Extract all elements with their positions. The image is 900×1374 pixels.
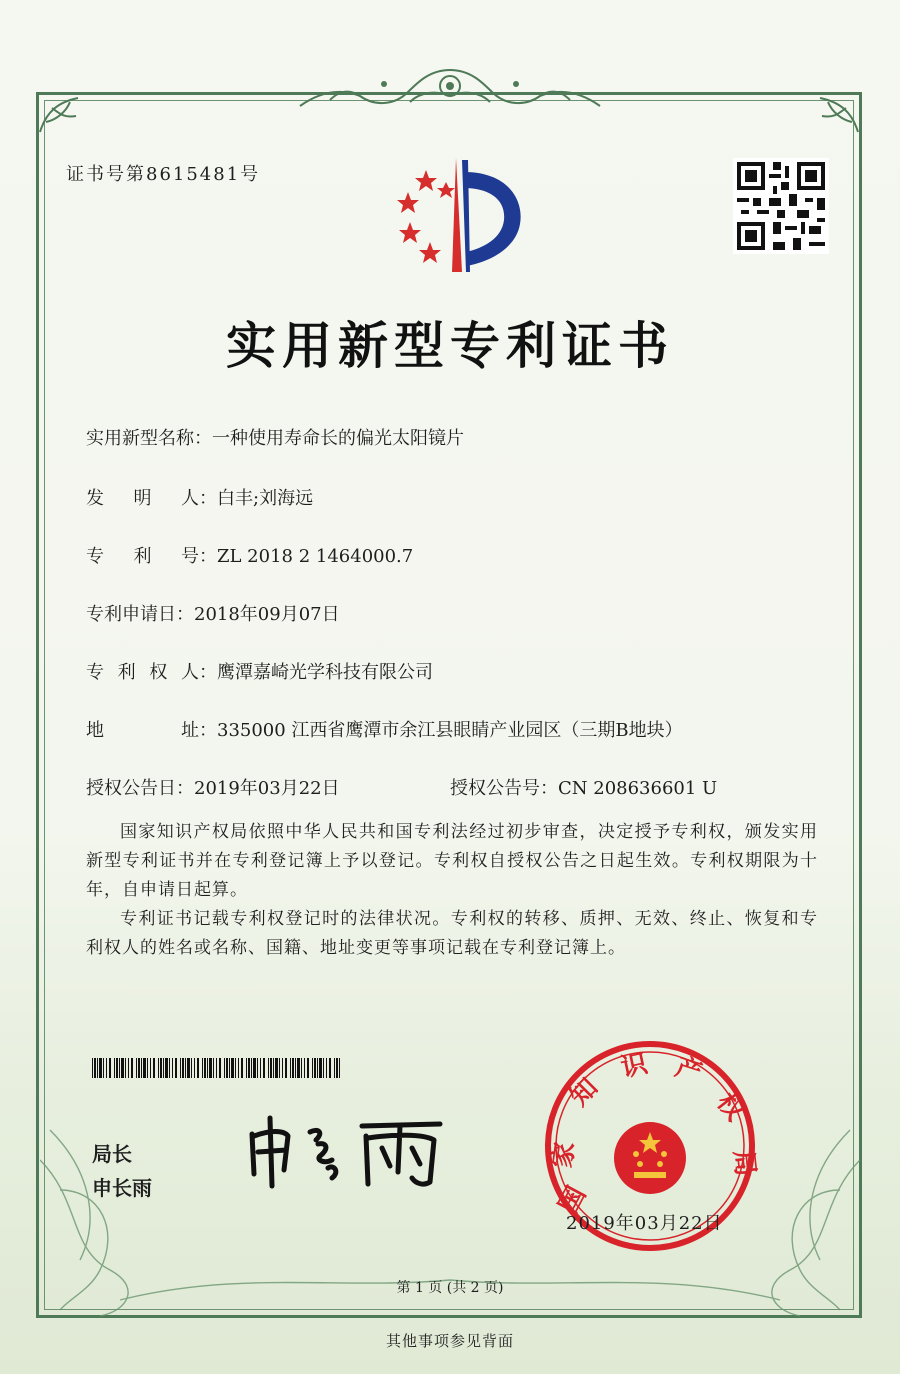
owner-label [86, 658, 199, 684]
page-indicator: 第 1 页 (共 2 页) [396, 1280, 504, 1296]
barcode [92, 1058, 342, 1078]
svg-text:国: 国 [553, 1181, 593, 1219]
label-char: 专 [86, 546, 104, 567]
address-value: 335000 江西省鹰潭市余江县眼睛产业园区（三期B地块） [217, 720, 683, 741]
label-colon: ： [199, 546, 217, 567]
field-publication-date [86, 774, 340, 800]
owner-value: 鹰潭嘉崎光学科技有限公司 [217, 662, 433, 683]
patent-number-value: ZL 2018 2 1464000.7 [217, 546, 414, 567]
label-char: 利 [117, 662, 136, 683]
label-char: 人 [180, 662, 199, 683]
page-title: 实用新型专利证书 [226, 316, 674, 375]
field-filing-date [86, 600, 340, 626]
top-ornament [290, 62, 610, 114]
label-colon: ： [199, 488, 217, 509]
patent-number-label [86, 542, 199, 568]
director-name: 申长雨 [92, 1176, 152, 1200]
field-address [86, 716, 683, 742]
certificate-number: 证书号第8615481号 [66, 164, 261, 185]
label-colon: ： [199, 720, 217, 741]
filing-date-value: 2018年09月07日 [194, 604, 340, 625]
statement-paragraph: 国家知识产权局依照中华人民共和国专利法经过初步审查，决定授予专利权，颁发实用新型专利证书并在专利登记簿上予以登记。专利权自授权公告之日起生效。专利权期限为十年，自申请日起算。 [86, 822, 818, 900]
qr-code [733, 158, 829, 254]
svg-text:知: 知 [564, 1072, 605, 1113]
label-char: 人 [181, 488, 199, 509]
model-name-label: 实用新型名称： [86, 428, 212, 449]
svg-text:家: 家 [547, 1139, 581, 1170]
publication-date-value: 2019年03月22日 [194, 778, 340, 799]
address-label [86, 716, 199, 742]
label-colon: ： [199, 662, 217, 683]
svg-text:权: 权 [710, 1087, 751, 1127]
director-signature [244, 1112, 454, 1192]
patent-office-logo [380, 152, 530, 276]
field-model-name [86, 424, 464, 450]
label-char: 利 [133, 546, 152, 567]
inventor-value: 白丰;刘海远 [217, 488, 314, 509]
field-patent-owner [86, 658, 433, 684]
svg-text:识: 识 [618, 1048, 651, 1084]
label-char: 地 [86, 720, 104, 741]
legal-status-paragraph: 专利证书记载专利权登记时的法律状况。专利权的转移、质押、无效、终止、恢复和专利权人的姓名或名称、国籍、地址变更等事项记载在专利登记簿上。 [86, 909, 818, 958]
director-role: 局长 [92, 1142, 132, 1166]
inventor-label [86, 484, 199, 510]
filing-date-label: 专利申请日： [86, 604, 194, 625]
label-char: 发 [86, 488, 104, 509]
publication-number-label: 授权公告号： [450, 778, 558, 799]
field-patent-number [86, 542, 413, 568]
label-char: 专 [86, 662, 104, 683]
field-inventor [86, 484, 313, 510]
back-note: 其他事项参见背面 [385, 1332, 514, 1350]
svg-text:局: 局 [727, 1148, 760, 1178]
label-char: 明 [133, 488, 152, 509]
label-char: 址 [181, 720, 199, 741]
publication-date-label: 授权公告日： [86, 778, 194, 799]
seal-date: 2019年03月22日 [566, 1213, 723, 1234]
publication-number-value: CN 208636601 U [558, 778, 718, 799]
model-name-value: 一种使用寿命长的偏光太阳镜片 [212, 428, 464, 449]
svg-text:产: 产 [671, 1052, 706, 1089]
field-publication-number [450, 774, 717, 800]
label-char: 权 [149, 662, 168, 683]
label-char: 号 [181, 546, 199, 567]
